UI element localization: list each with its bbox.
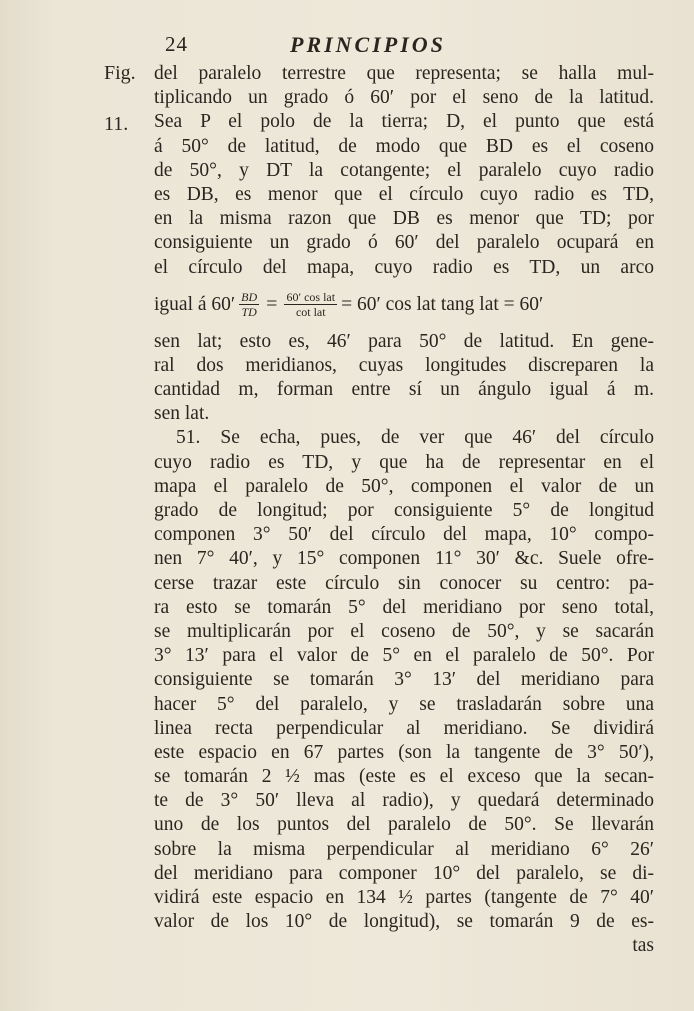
text-line: consiguiente un grado ó 60′ del paralelo ocupará en (154, 232, 654, 254)
text-line: del paralelo terrestre que representa; se halla mul- (154, 63, 654, 84)
text-line: vidirá este espacio en 134 ½ partes (tangente de 7° 40′ (154, 887, 654, 908)
text-line: cantidad m, forman entre sí un ángulo igual á m. (154, 379, 654, 401)
text-line: es DB, es menor que el círculo cuyo radio es TD, (154, 183, 654, 205)
page-header (165, 32, 595, 58)
formula-rest: = 60′ cos lat tang lat = 60′ (341, 293, 544, 315)
fraction-denominator: TD (241, 305, 257, 320)
text-line: el círculo del mapa, cuyo radio es TD, un arco (154, 256, 654, 278)
fraction-numerator: BD (241, 290, 258, 305)
fraction-denominator: cot lat (295, 305, 326, 320)
text-line: valor de los 10° de longitud), se tomarán 9 de es- (154, 911, 654, 933)
equals-sign: = (266, 293, 278, 316)
text-line: sen lat. (154, 403, 210, 425)
text-line: componen 3° 50′ del círculo del mapa, 10° compo- (154, 524, 654, 546)
text-line: consiguiente se tomarán 3° 13′ del meridiano para (154, 669, 654, 691)
text-line: cuyo radio es TD, y que ha de representar en el (154, 451, 654, 473)
formula-line (154, 280, 654, 330)
margin-fig-number: 11. (104, 113, 129, 135)
text-line: linea recta perpendicular al meridiano. Se dividirá (154, 717, 654, 739)
body-text (154, 62, 654, 959)
text-line: 3° 13′ para el valor de 5° en el paralelo de 50°. Por (154, 645, 654, 667)
text-line: ra esto se tomarán 5° del meridiano por seno total, (154, 596, 654, 618)
text-line: se tomarán 2 ½ mas (este es el exceso que la secan- (154, 766, 654, 788)
text-line: grado de longitud; por consiguiente 5° de longitud (154, 500, 654, 521)
text-line: á 50° de latitud, de modo que BD es el coseno (154, 135, 654, 157)
text-line: tiplicando un grado ó 60′ por el seno de la latitud. (154, 87, 654, 109)
text-line: te de 3° 50′ lleva al radio), y quedará determinado (154, 790, 654, 812)
text-line: hacer 5° del paralelo, y se trasladarán sobre una (154, 693, 654, 715)
text-line: cerse trazar este círculo sin conocer su centro: pa- (154, 572, 654, 594)
text-line: sen lat; esto es, 46′ para 50° de latitud. En gene- (154, 330, 654, 352)
running-title: PRINCIPIOS (290, 32, 446, 57)
text-line: en la misma razon que DB es menor que TD; por (154, 208, 654, 230)
text-line: del meridiano para componer 10° del paralelo, se di- (154, 862, 654, 884)
formula-prefix: igual á 60′ (154, 293, 236, 315)
text-line: Sea P el polo de la tierra; D, el punto que está (154, 111, 654, 133)
text-line: de 50°, y DT la cotangente; el paralelo cuyo radio (154, 159, 654, 181)
catchword: tas (632, 935, 654, 957)
text-line: este espacio en 67 partes (son la tangente de 3° 50′), (154, 741, 654, 763)
text-line: ral dos meridianos, cuyas longitudes discreparen la (154, 354, 654, 376)
text-line: 51. Se echa, pues, de ver que 46′ del círculo (176, 427, 654, 449)
text-line: se multiplicarán por el coseno de 50°, y se sacarán (154, 620, 654, 642)
fraction-numerator: 60′ cos lat (286, 290, 336, 305)
text-line: mapa el paralelo de 50°, componen el valor de un (154, 475, 654, 497)
text-line: nen 7° 40′, y 15° componen 11° 30′ &c. Suele ofre- (154, 548, 654, 570)
margin-fig-label: Fig. (104, 62, 136, 84)
fraction-cos-cot (284, 290, 337, 319)
text-line: sobre la misma perpendicular al meridiano 6° 26′ (154, 838, 654, 860)
page-number: 24 (165, 32, 188, 56)
fraction-bd-td (239, 290, 259, 319)
text-line: uno de los puntos del paralelo de 50°. Se llevarán (154, 814, 654, 836)
